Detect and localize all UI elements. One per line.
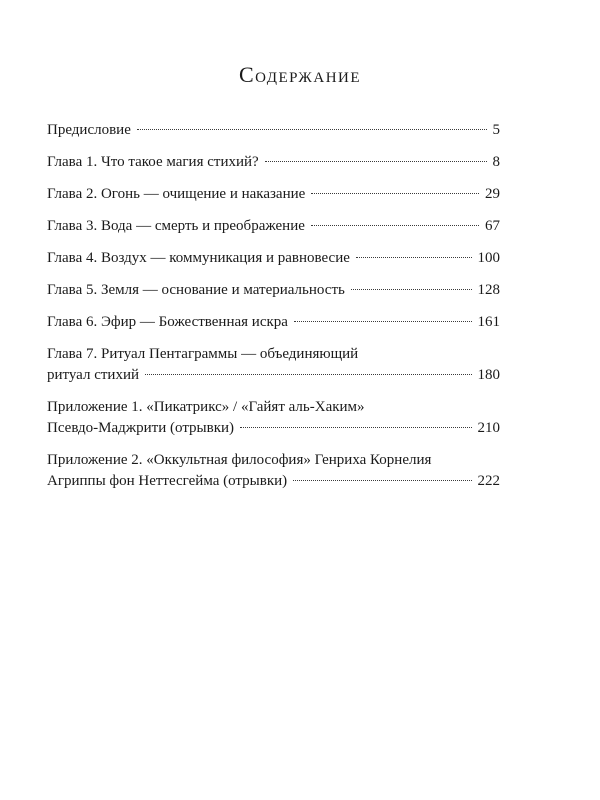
toc-entry-label: Глава 4. Воздух — коммуникация и равновесие — [47, 250, 350, 266]
toc-page-number: 210 — [477, 420, 500, 436]
toc-entry-label: Глава 3. Вода — смерть и преображение — [47, 218, 305, 234]
dot-leader — [137, 129, 487, 130]
toc-entry-label-line-2: Псевдо-Маджрити (отрывки) — [47, 420, 235, 436]
toc-page-number: 161 — [477, 314, 500, 330]
toc-entry-chapter-1[interactable] — [47, 152, 500, 184]
toc-entry-chapter-6[interactable] — [47, 312, 500, 344]
toc-page-number: 29 — [485, 186, 500, 202]
toc-list — [47, 120, 500, 503]
toc-entry-label-line-1: Глава 7. Ритуал Пентаграммы — объединяющий — [47, 346, 359, 362]
dot-leader — [145, 374, 471, 375]
toc-entry-label: Глава 6. Эфир — Божественная искра — [47, 314, 288, 330]
toc-entry-label: Предисловие — [47, 122, 131, 138]
toc-entry-label-line-2: ритуал стихий — [47, 367, 140, 383]
toc-entry-chapter-7[interactable] — [47, 344, 500, 397]
toc-entry-appendix-2[interactable] — [47, 450, 500, 503]
toc-entry-chapter-5[interactable] — [47, 280, 500, 312]
toc-page-number: 100 — [477, 250, 500, 266]
toc-page-number: 8 — [492, 154, 500, 170]
toc-entry-label-line-2: Агриппы фон Неттесгейма (отрывки) — [47, 473, 288, 489]
dot-leader — [351, 289, 472, 290]
toc-entry-preface[interactable] — [47, 120, 500, 152]
toc-page-number: 180 — [477, 367, 500, 383]
toc-page-number: 67 — [485, 218, 500, 234]
dot-leader — [293, 480, 471, 481]
dot-leader — [356, 257, 472, 258]
toc-entry-label: Глава 1. Что такое магия стихий? — [47, 154, 259, 170]
toc-entry-label-line-1: Приложение 2. «Оккультная философия» Генриха Корнелия — [47, 452, 432, 468]
toc-entry-chapter-4[interactable] — [47, 248, 500, 280]
toc-entry-label: Глава 2. Огонь — очищение и наказание — [47, 186, 306, 202]
toc-page-number: 222 — [477, 473, 500, 489]
toc-entry-label-line-1: Приложение 1. «Пикатрикс» / «Гайят аль-Хаким» — [47, 399, 365, 415]
dot-leader — [311, 225, 479, 226]
dot-leader — [240, 427, 471, 428]
toc-page-number: 5 — [492, 122, 500, 138]
dot-leader — [294, 321, 472, 322]
page-title: Содержание — [238, 62, 362, 87]
toc-entry-chapter-3[interactable] — [47, 216, 500, 248]
toc-entry-label: Глава 5. Земля — основание и материальность — [47, 282, 345, 298]
dot-leader — [311, 193, 479, 194]
toc-entry-appendix-1[interactable] — [47, 397, 500, 450]
toc-page-number: 128 — [477, 282, 500, 298]
toc-entry-chapter-2[interactable] — [47, 184, 500, 216]
dot-leader — [265, 161, 487, 162]
